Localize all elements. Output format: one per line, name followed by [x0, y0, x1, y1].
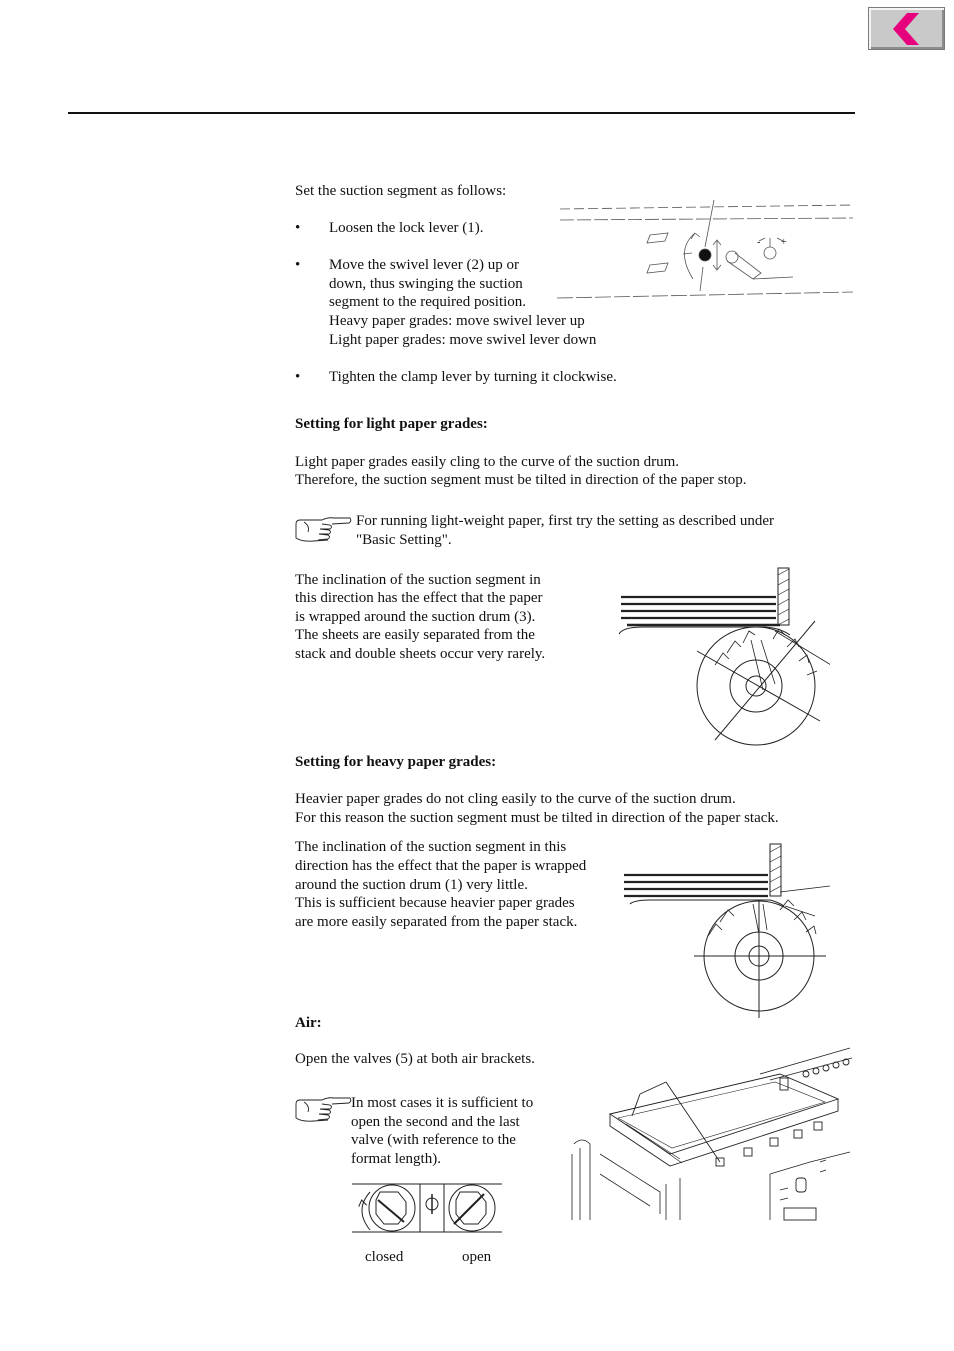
heavy-line-2: For this reason the suction segment must be tilted in direction of the paper stack. — [295, 810, 779, 826]
light-note-line-2: "Basic Setting". — [356, 532, 452, 548]
intro-text: Set the suction segment as follows: — [295, 183, 507, 199]
light-line-1: Light paper grades easily cling to the curve of the suction drum. — [295, 454, 680, 470]
svg-text:+: + — [781, 237, 787, 248]
step-2-line-5: Light paper grades: move swivel lever down — [329, 332, 597, 348]
light-line-2: Therefore, the suction segment must be tilted in direction of the paper stop. — [295, 472, 747, 488]
step-2-line-1: Move the swivel lever (2) up or — [329, 257, 519, 273]
light-effect-line-3: is wrapped around the suction drum (3). — [295, 609, 536, 625]
light-effect-line-4: The sheets are easily separated from the — [295, 627, 535, 643]
light-effect-line-2: this direction has the effect that the paper — [295, 590, 543, 606]
swivel-lever-figure — [555, 195, 855, 305]
valve-closed-label: closed — [365, 1249, 404, 1265]
heavy-effect-line-5: are more easily separated from the paper stack. — [295, 914, 578, 930]
pointing-hand-icon — [294, 1094, 352, 1124]
light-effect-line-1: The inclination of the suction segment in — [295, 572, 541, 588]
svg-text:-: - — [757, 237, 761, 248]
heavy-effect-line-4: This is sufficient because heavier paper grades — [295, 895, 575, 911]
heavy-effect-line-3: around the suction drum (1) very little. — [295, 877, 528, 893]
step-2-bullet: • — [295, 257, 301, 273]
light-heading: Setting for light paper grades: — [295, 416, 488, 432]
step-2-line-2: down, thus swinging the suction — [329, 276, 523, 292]
heavy-heading: Setting for heavy paper grades: — [295, 754, 497, 770]
air-note-line-4: format length). — [351, 1151, 441, 1167]
heavy-line-1: Heavier paper grades do not cling easily to the curve of the suction drum. — [295, 791, 736, 807]
header-rule — [68, 112, 855, 114]
step-2-line-4: Heavy paper grades: move swivel lever up — [329, 313, 585, 329]
step-3-text: Tighten the clamp lever by turning it clockwise. — [329, 369, 617, 385]
air-note-line-3: valve (with reference to the — [351, 1132, 516, 1148]
step-3-bullet: • — [295, 369, 301, 385]
air-heading: Air: — [295, 1015, 322, 1031]
air-text: Open the valves (5) at both air brackets. — [295, 1051, 535, 1067]
air-note-line-1: In most cases it is sufficient to — [351, 1095, 534, 1111]
pointing-hand-icon — [294, 514, 352, 544]
back-button[interactable] — [868, 7, 945, 50]
air-brackets-figure — [570, 1044, 855, 1222]
heavy-effect-line-1: The inclination of the suction segment in this — [295, 839, 567, 855]
chevron-left-icon — [891, 13, 925, 45]
light-effect-line-5: stack and double sheets occur very rarely. — [295, 646, 546, 662]
air-note-line-2: open the second and the last — [351, 1114, 520, 1130]
step-1-bullet: • — [295, 220, 301, 236]
step-1-text: Loosen the lock lever (1). — [329, 220, 484, 236]
step-2-line-3: segment to the required position. — [329, 294, 527, 310]
valve-positions-figure — [350, 1180, 505, 1238]
valve-open-label: open — [462, 1249, 492, 1265]
heavy-paper-drum-figure — [620, 840, 830, 1020]
heavy-effect-line-2: direction has the effect that the paper is wrapped — [295, 858, 587, 874]
light-note-line-1: For running light-weight paper, first try the setting as described under — [356, 513, 775, 529]
light-paper-drum-figure — [615, 565, 830, 750]
